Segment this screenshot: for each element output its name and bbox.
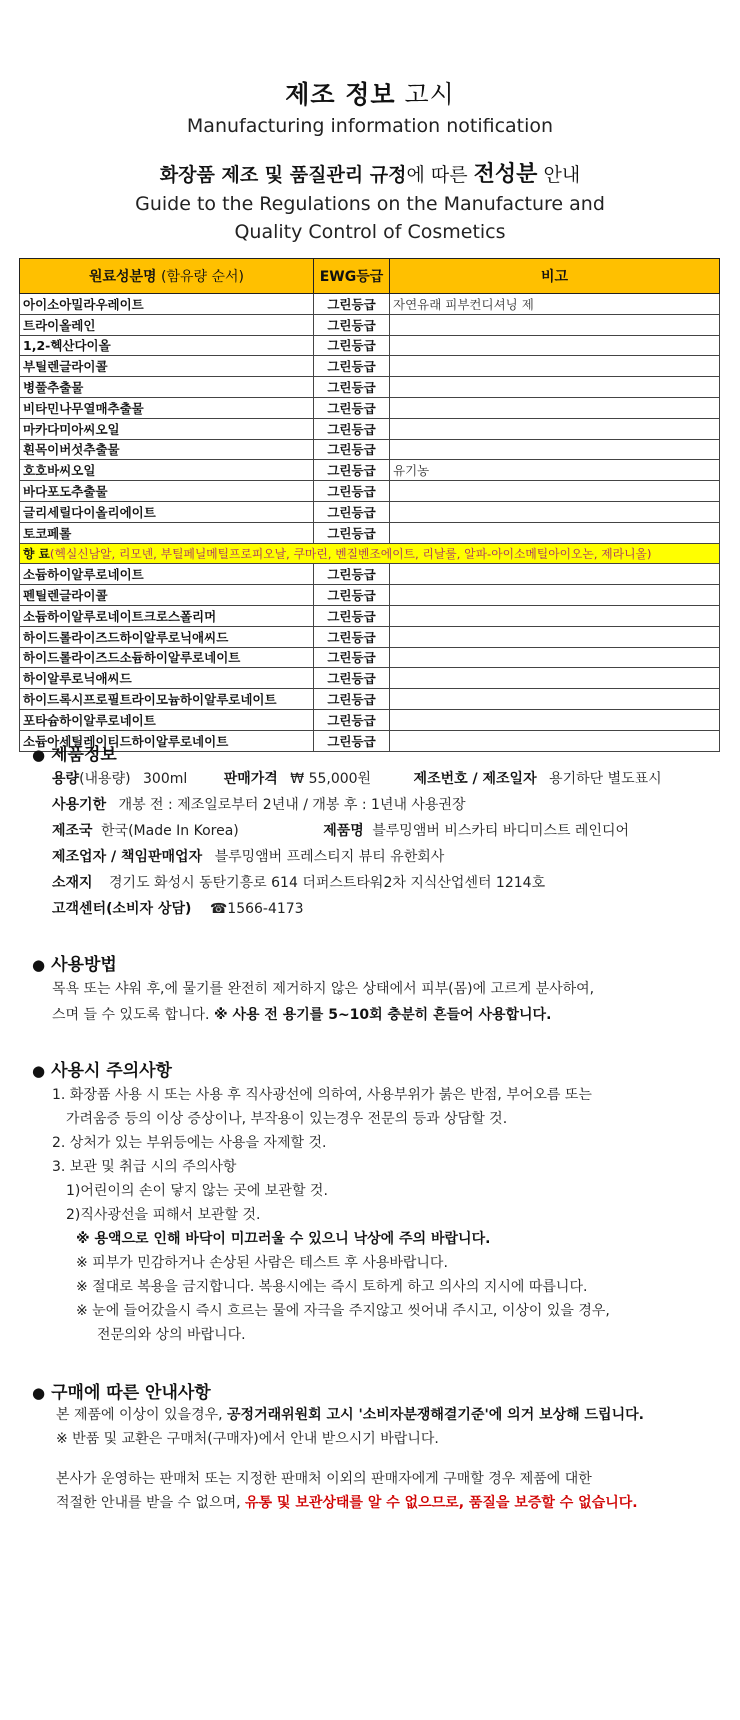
ingredient-name: 호호바씨오일 [20,460,314,481]
caution-line-11: 전문의와 상의 바랍니다. [97,1327,246,1343]
mfg-value: 용기하단 별도표시 [549,771,662,787]
usage-line-1: 목욕 또는 샤워 후,에 물기를 완전히 제거하지 않은 상태에서 피부(몸)에 고르게 분사하여, [52,981,595,997]
country-value: 한국(Made In Korea) [101,823,239,839]
caution-line-1: 1. 화장품 사용 시 또는 사용 후 직사광선에 의하여, 사용부위가 붉은 반점, 부어오름 또는 [52,1087,592,1103]
col-header-ingredient-bold: 원료성분명 [88,269,157,285]
ingredient-name: 병풀추출물 [20,377,314,398]
bullet-icon: ● [32,956,46,974]
table-row [20,647,720,668]
ewg-grade: 그린등급 [314,626,390,647]
cs-label: 고객센터(소비자 상담) [52,901,192,917]
purchase-line-2: ※ 반품 및 교환은 구매처(구매자)에서 안내 받으시기 바랍니다. [56,1431,439,1447]
ingredient-name: 비타민나무열매추출물 [20,397,314,418]
ingredient-name: 1,2-헥산다이올 [20,335,314,356]
table-row [20,668,720,689]
bullet-icon: ● [32,1062,46,1080]
cs-value: ☎1566-4173 [209,901,304,917]
ingredient-name: 펜틸렌글라이콜 [20,585,314,606]
col-header-ewg: EWG등급 [314,259,390,294]
caution-line-6: 2)직사광선을 피해서 보관할 것. [66,1207,261,1223]
expiry-label: 사용기한 [52,797,107,813]
ingredient-note [390,418,720,439]
ingredient-name: 바다포도추출물 [20,481,314,502]
ingredient-name: 하이드롤라이즈드하이알루로닉애씨드 [20,626,314,647]
product-row-6 [52,898,304,918]
expiry-value: 개봉 전 : 제조일로부터 2년내 / 개봉 후 : 1년내 사용권장 [118,797,466,813]
guide-block [0,160,740,246]
ingredient-name: 하이알루로닉애씨드 [20,668,314,689]
volume-value: 300ml [143,771,188,787]
caution-line-9: ※ 절대로 복용을 금지합니다. 복용시에는 즉시 토하게 하고 의사의 지시에 따릅니다. [76,1279,588,1295]
ingredient-note [390,356,720,377]
table-header-row [20,259,720,294]
purchase-line-4 [56,1492,638,1512]
guide-title [0,160,740,190]
ingredient-note: 유기농 [390,460,720,481]
country-label: 제조국 [52,823,93,839]
table-row [20,356,720,377]
volume-label: 용량 [52,771,80,787]
fragrance-components: (헥실신남알, 리모넨, 부틸페닐메틸프로피오날, 쿠마린, 벤질벤조에이트, 리날룰, 알파-아이소메틸아이오논, 제라니올) [49,546,652,561]
section-product-info [32,740,117,765]
purchase-line-1a: 본 제품에 이상이 있을경우, [56,1407,228,1423]
ingredient-note [390,397,720,418]
ingredient-name: 마카다미아씨오일 [20,418,314,439]
product-row-1 [52,768,662,788]
ingredient-note [390,314,720,335]
table-row [20,709,720,730]
page-title [0,78,740,112]
ewg-grade: 그린등급 [314,709,390,730]
table-row [20,418,720,439]
caution-line-3: 2. 상처가 있는 부위등에는 사용을 자제할 것. [52,1135,327,1151]
ewg-grade: 그린등급 [314,564,390,585]
ingredient-name: 토코페롤 [20,522,314,543]
table-body [20,294,720,752]
ingredient-name: 아이소아밀라우레이트 [20,294,314,315]
table-row [20,314,720,335]
caution-line-4: 3. 보관 및 취급 시의 주의사항 [52,1159,237,1175]
ingredient-note [390,647,720,668]
guide-en-line2: Quality Control of Cosmetics [234,221,506,243]
table-row [20,481,720,502]
ewg-grade: 그린등급 [314,481,390,502]
product-row-3 [52,820,629,840]
table-row [20,460,720,481]
usage-shake-notice: ※ 사용 전 용기를 5~10회 충분히 흔들어 사용합니다. [213,1007,552,1023]
table-row [20,730,720,751]
ingredient-note [390,439,720,460]
table-row [20,689,720,710]
price-value: ₩ 55,000원 [290,771,372,787]
ewg-grade: 그린등급 [314,585,390,606]
fragrance-cell [20,543,720,564]
ewg-grade: 그린등급 [314,439,390,460]
mfg-label: 제조번호 / 제조일자 [413,771,537,787]
ingredient-note [390,605,720,626]
purchase-line-4a: 적절한 안내를 받을 수 없으며, [56,1495,245,1511]
ewg-grade: 그린등급 [314,647,390,668]
title-bold: 제조 정보 [285,80,396,109]
ewg-grade: 그린등급 [314,605,390,626]
ewg-grade: 그린등급 [314,522,390,543]
ingredient-note [390,689,720,710]
fragrance-row [20,543,720,564]
maker-label: 제조업자 / 책임판매업자 [52,849,203,865]
address-value: 경기도 화성시 동탄기흥로 614 더퍼스트타워2차 지식산업센터 1214호 [109,875,546,891]
table-row [20,397,720,418]
ingredient-note [390,522,720,543]
ingredient-name: 포타슘하이알루로네이트 [20,709,314,730]
ingredient-note [390,730,720,751]
title-block [0,78,740,140]
ewg-grade: 그린등급 [314,418,390,439]
ingredient-name: 소듐하이알루로네이트 [20,564,314,585]
table-row [20,605,720,626]
section-purchase [32,1378,211,1403]
col-header-note: 비고 [390,259,720,294]
section-title: 제품정보 [51,745,117,765]
caution-line-2: 가려움증 등의 이상 증상이나, 부작용이 있는경우 전문의 등과 상담할 것. [66,1111,508,1127]
ewg-grade: 그린등급 [314,377,390,398]
maker-value: 블루밍앰버 프레스티지 뷰티 유한회사 [214,849,445,865]
caution-line-7: ※ 용액으로 인해 바닥이 미끄러울 수 있으니 낙상에 주의 바랍니다. [76,1231,491,1247]
ingredient-name: 트라이올레인 [20,314,314,335]
table-row [20,335,720,356]
product-row-4 [52,846,444,866]
usage-line-2 [52,1004,551,1024]
ingredient-note [390,585,720,606]
caution-line-8: ※ 피부가 민감하거나 손상된 사람은 테스트 후 사용바랍니다. [76,1255,448,1271]
col-header-ingredient-note: (함유량 순서) [156,269,245,285]
guide-part2: 에 따른 [406,164,474,186]
ingredient-note [390,481,720,502]
page-title-en: Manufacturing information notification [186,115,554,137]
table-row [20,501,720,522]
table-row [20,377,720,398]
ingredients-table [19,258,720,752]
ingredient-note [390,626,720,647]
section-title: 구매에 따른 안내사항 [51,1383,211,1403]
guide-en-line1: Guide to the Regulations on the Manufacture and [135,193,605,215]
ewg-grade: 그린등급 [314,501,390,522]
product-name-label: 제품명 [323,823,364,839]
ewg-grade: 그린등급 [314,668,390,689]
ingredient-name: 하이드록시프로필트라이모늄하이알루로네이트 [20,689,314,710]
ingredient-name: 소듐아세틸레이티드하이알루로네이트 [20,730,314,751]
ingredient-name: 소듐하이알루로네이트크로스폴리머 [20,605,314,626]
guide-part3: 전성분 [473,162,538,187]
usage-line-2a: 스며 들 수 있도록 합니다. [52,1007,214,1023]
table-row [20,626,720,647]
title-light: 고시 [404,80,455,109]
guide-part1: 화장품 제조 및 품질관리 규정 [159,164,407,186]
ingredient-note [390,709,720,730]
col-header-ingredient [20,259,314,294]
section-usage [32,950,117,975]
ewg-grade: 그린등급 [314,730,390,751]
caution-line-5: 1)어린이의 손이 닿지 않는 곳에 보관할 것. [66,1183,328,1199]
table-row [20,294,720,315]
table-row [20,564,720,585]
ingredient-note [390,501,720,522]
product-row-2 [52,794,466,814]
ingredient-note: 자연유래 피부컨디셔닝 제 [390,294,720,315]
caution-line-10: ※ 눈에 들어갔을시 즉시 흐르는 물에 자극을 주지않고 씻어내 주시고, 이상이 있을 경우, [76,1303,610,1319]
section-title: 사용시 주의사항 [51,1061,172,1081]
product-name-value: 블루밍앰버 비스카티 바디미스트 레인디어 [372,823,630,839]
ewg-grade: 그린등급 [314,335,390,356]
ingredient-note [390,377,720,398]
ingredient-name: 부틸렌글라이콜 [20,356,314,377]
ingredient-note [390,335,720,356]
guide-part4: 안내 [537,164,581,186]
address-label: 소재지 [52,875,93,891]
table-row [20,522,720,543]
volume-paren: (내용량) [79,771,131,787]
bullet-icon: ● [32,1384,46,1402]
table-row [20,585,720,606]
price-label: 판매가격 [223,771,278,787]
section-caution [32,1056,172,1081]
purchase-compensation: 공정거래위원회 고시 '소비자분쟁해결기준'에 의거 보상해 드립니다. [227,1407,644,1423]
bullet-icon: ● [32,746,46,764]
ewg-grade: 그린등급 [314,314,390,335]
ewg-grade: 그린등급 [314,294,390,315]
ewg-grade: 그린등급 [314,356,390,377]
ingredient-name: 하이드롤라이즈드소듐하이알루로네이트 [20,647,314,668]
purchase-warning: 유통 및 보관상태를 알 수 없으므로, 품질을 보증할 수 없습니다. [245,1495,638,1511]
ewg-grade: 그린등급 [314,460,390,481]
ingredient-name: 흰목이버섯추출물 [20,439,314,460]
ingredient-name: 글리세릴다이올리에이트 [20,501,314,522]
section-title: 사용방법 [51,955,117,975]
ewg-grade: 그린등급 [314,689,390,710]
table-row [20,439,720,460]
fragrance-label: 향 료 [23,546,50,561]
product-row-5 [52,872,545,892]
purchase-line-3: 본사가 운영하는 판매처 또는 지정한 판매처 이외의 판매자에게 구매할 경우 제품에 대한 [56,1471,592,1487]
purchase-line-1 [56,1404,644,1424]
ewg-grade: 그린등급 [314,397,390,418]
ingredient-note [390,564,720,585]
ingredient-note [390,668,720,689]
